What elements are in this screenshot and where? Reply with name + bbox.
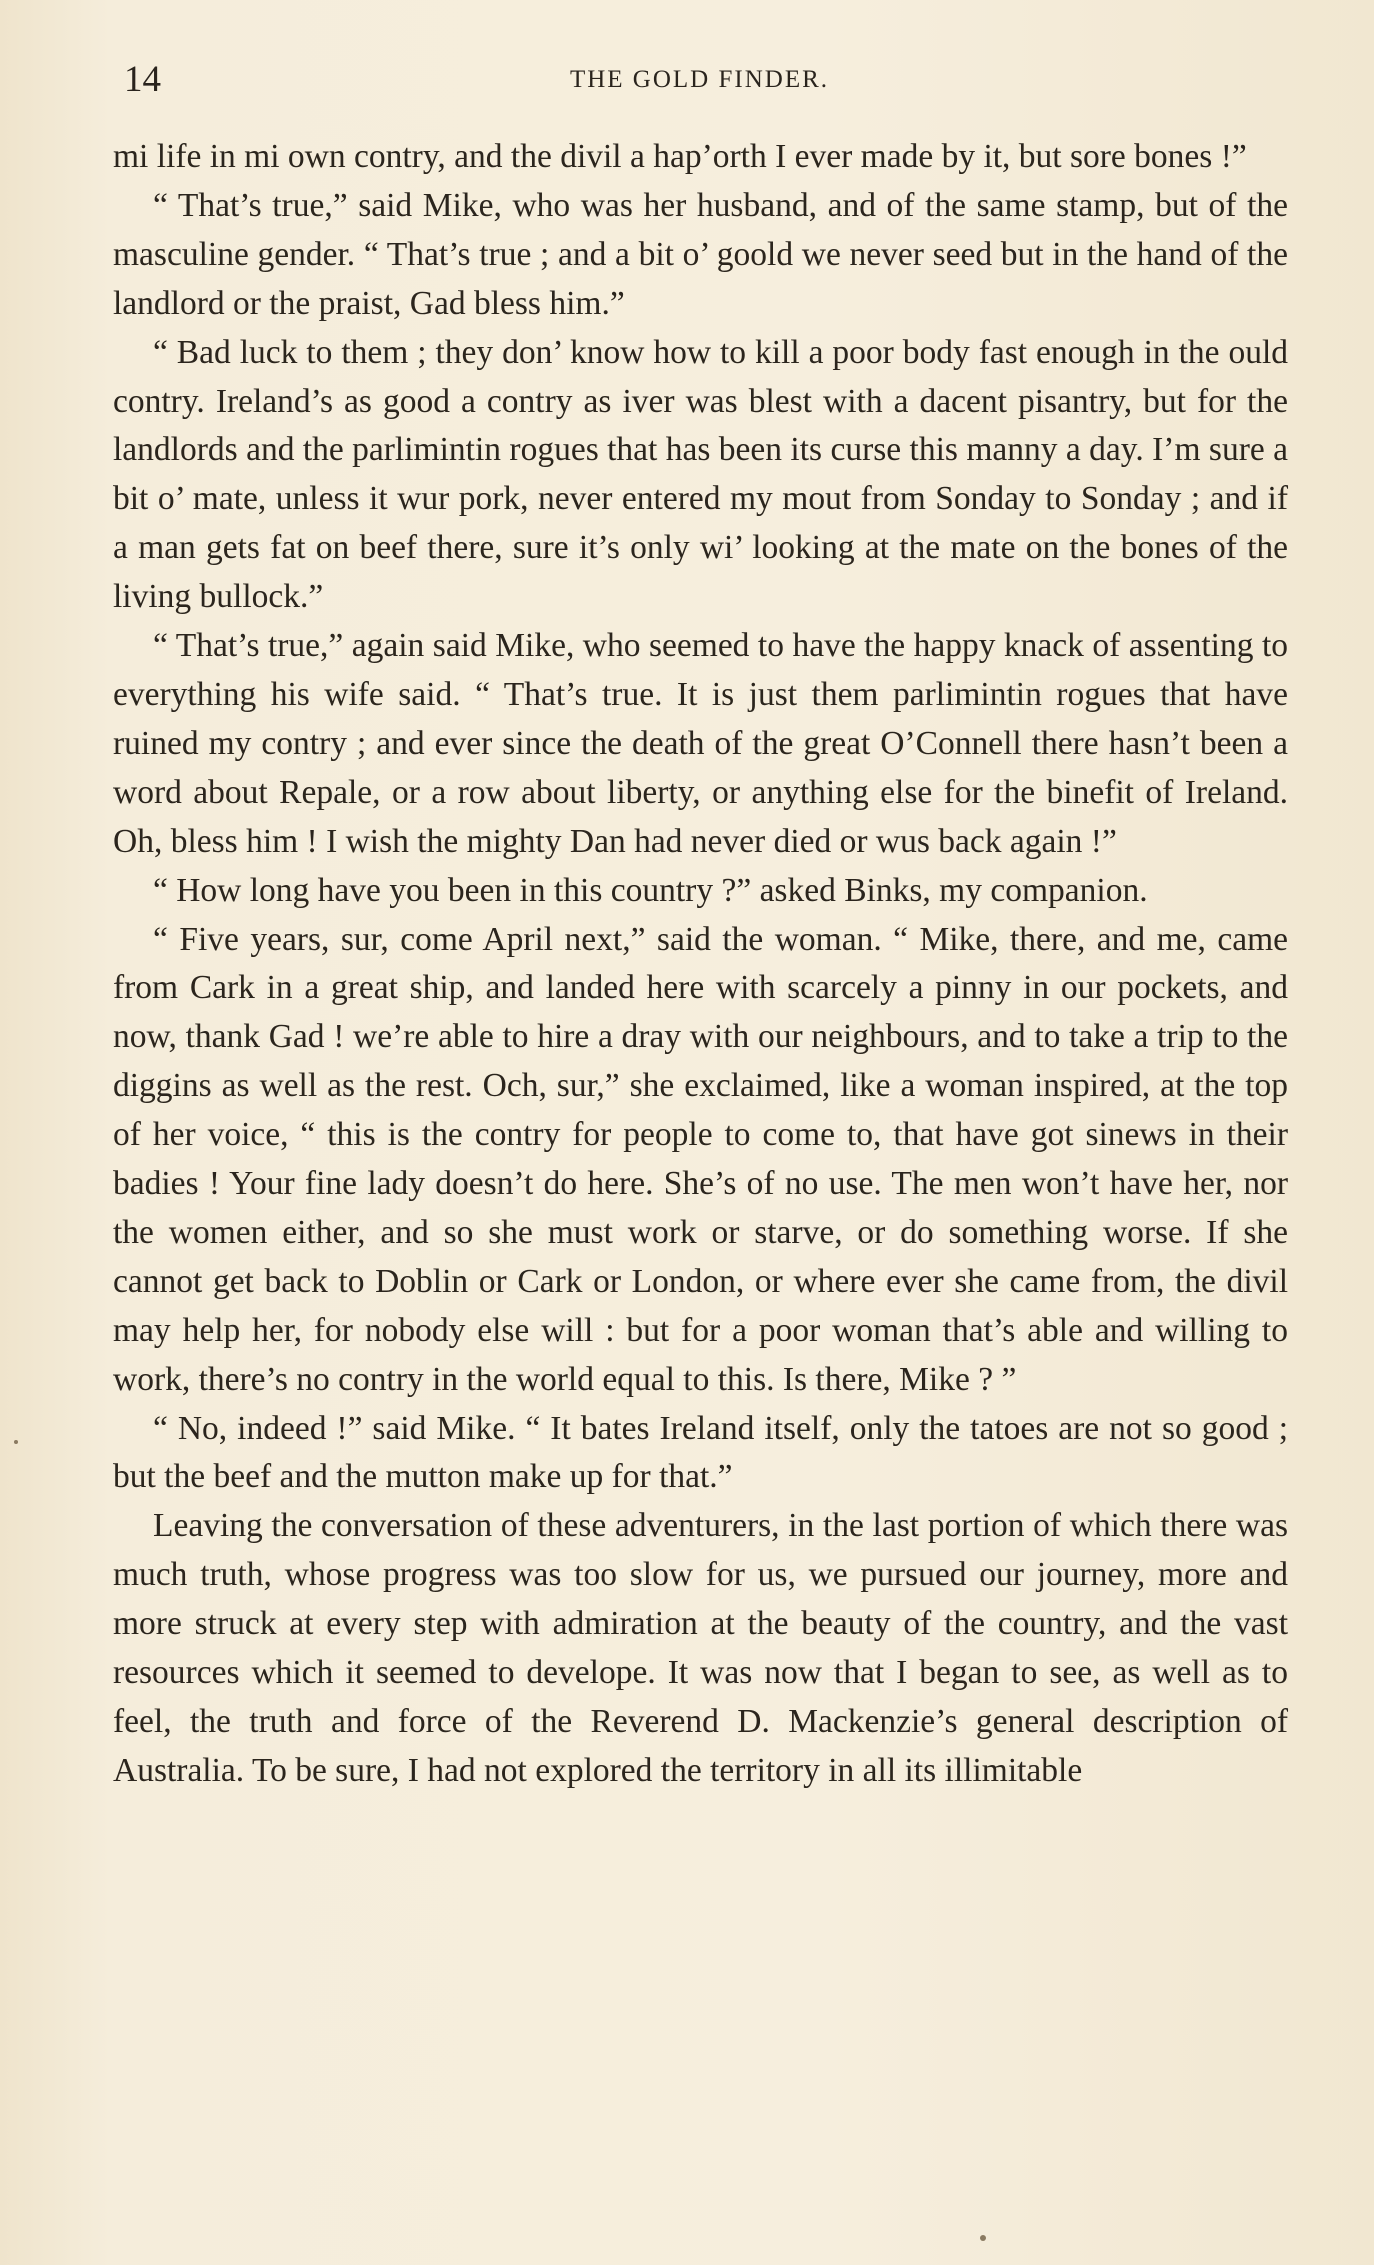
body-text [113, 133, 1288, 1796]
paper-speck [14, 1440, 18, 1444]
paragraph: “ That’s true,” again said Mike, who seemed to have the happy knack of assenting to everything his wife said. “ That’s true. It is just them parlimintin rogues that have ruined my contry ; and ever since the death of the great O’Connell there hasn’t been a word about Repale, or a row about liberty, or anything else for the binefit of Ireland. Oh, bless him ! I wish the mighty Dan had never died or wus back again !” [113, 627, 1288, 860]
paragraph: mi life in mi own contry, and the divil a hap’orth I ever made by it, but sore bones !” [113, 138, 1247, 175]
paragraph: “ Bad luck to them ; they don’ know how to kill a poor body fast enough in the ould contry. Ireland’s as good a contry as iver was blest with a dacent pisantry, but for the landlords and the parlimintin rogues that has been its curse this manny a day. I’m sure a bit o’ mate, unless it wur pork, never entered my mout from Sonday to Sonday ; and if a man gets fat on beef there, sure it’s only wi’ looking at the mate on the bones of the living bullock.” [113, 333, 1288, 616]
paragraph: “ No, indeed !” said Mike. “ It bates Ireland itself, only the tatoes are not so good ; but the beef and the mutton make up for that.” [113, 1409, 1288, 1496]
paper-speck [980, 2235, 986, 2241]
page-header [112, 58, 1287, 104]
page-number: 14 [124, 59, 161, 100]
paragraph: Leaving the conversation of these adventurers, in the last portion of which there was much truth, whose progress was too slow for us, we pursued our journey, more and more struck at every step with admiration at the beauty of the country, and the vast resources which it seemed to develope. It was now that I began to see, as well as to feel, the truth and force of the Reverend D. Mackenzie’s general description of Australia. To be sure, I had not explored the territory in all its illimitable [113, 1507, 1288, 1789]
paragraph: “ That’s true,” said Mike, who was her husband, and of the same stamp, but of the masculine gender. “ That’s true ; and a bit o’ goold we never seed but in the hand of the landlord or the praist, Gad bless him.” [113, 186, 1288, 322]
paragraph: “ Five years, sur, come April next,” said the woman. “ Mike, there, and me, came from Cark in a great ship, and landed here with scarcely a pinny in our pockets, and now, thank Gad ! we’re able to hire a dray with our neighbours, and to take a trip to the diggins as well as the rest. Och, sur,” she exclaimed, like a woman inspired, at the top of her voice, “ this is the contry for people to come to, that have got sinews in their badies ! Your fine lady doesn’t do here. She’s of no use. The men won’t have her, nor the women either, and so she must work or starve, or do something worse. If she cannot get back to Doblin or Cark or London, or where ever she came from, the divil may help her, for nobody else will : but for a poor woman that’s able and willing to work, there’s no contry in the world equal to this. Is there, Mike ? ” [113, 920, 1288, 1398]
running-title: THE GOLD FINDER. [569, 66, 830, 93]
paragraph: “ How long have you been in this country ?” asked Binks, my companion. [153, 871, 1148, 909]
